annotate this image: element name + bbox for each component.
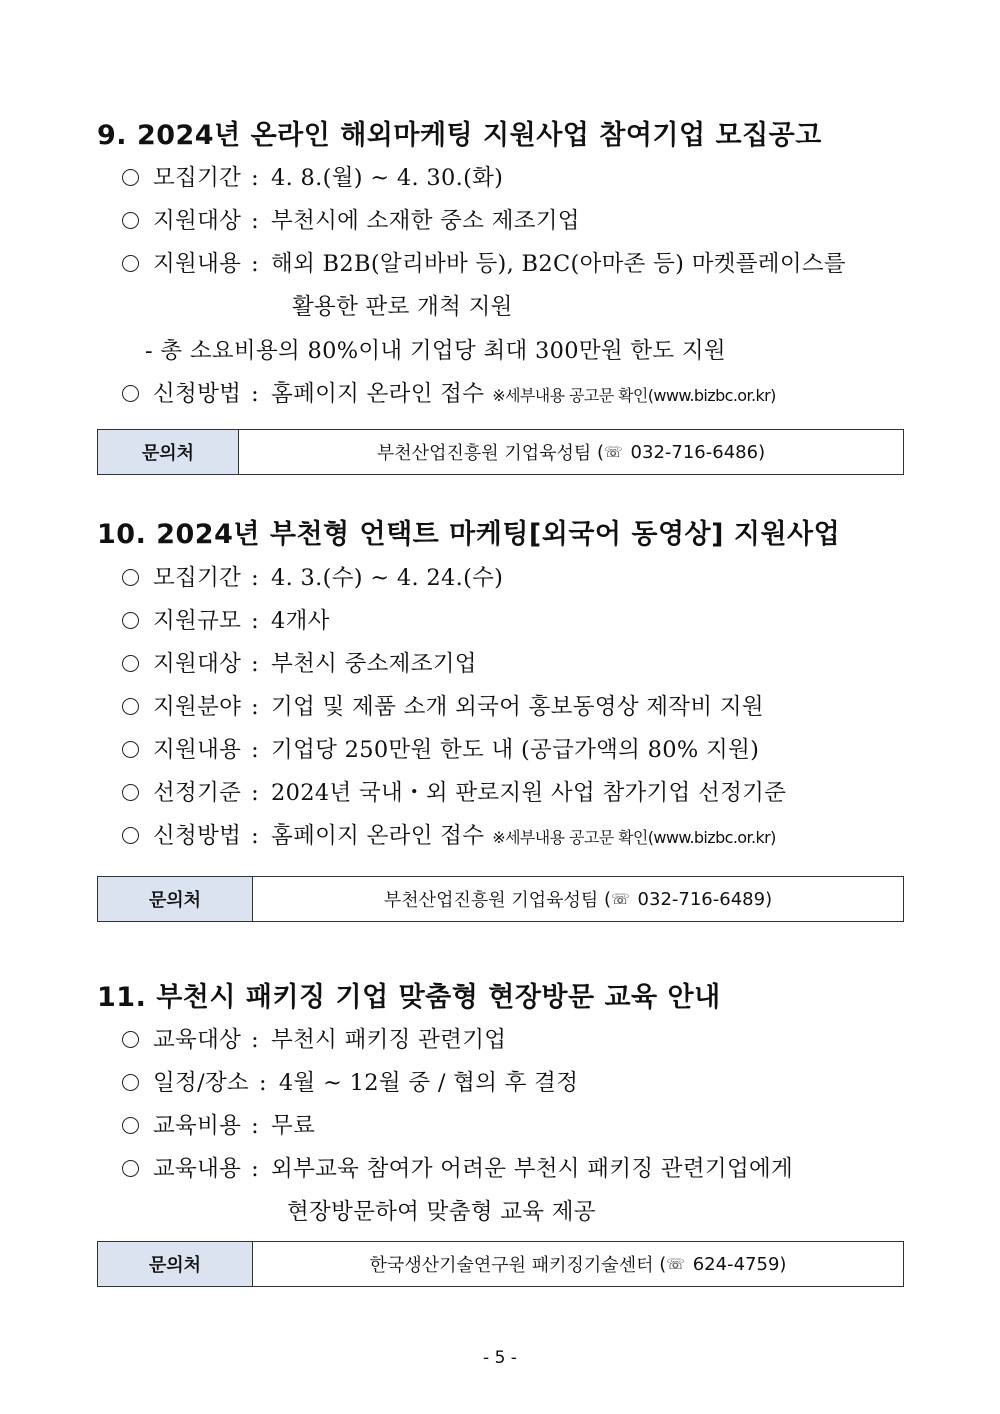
circle-bullet-icon xyxy=(122,1031,139,1048)
item-value: 해외 B2B(알리바바 등), B2C(아마존 등) 마켓플레이스를 xyxy=(271,251,846,277)
contact-value: 부천산업진흥원 기업육성팀 ( ☏ 032-716-6486 ) xyxy=(239,430,903,474)
contact-label: 문의처 xyxy=(98,877,253,921)
list-item: 신청방법 : 홈페이지 온라인 접수 ※세부내용 공고문 확인(www.bizbc.or.kr) xyxy=(122,818,776,850)
section-11-heading: 11. 부천시 패키징 기업 맞춤형 현장방문 교육 안내 xyxy=(97,982,721,1013)
item-value: 외부교육 참여가 어려운 부천시 패키징 관련기업에게 xyxy=(271,1156,794,1182)
contact-org: 한국생산기술연구원 패키징기술센터 xyxy=(369,1255,654,1276)
page-number: - 5 - xyxy=(483,1348,517,1368)
item-label: 지원분야 xyxy=(153,694,242,720)
section-9-heading: 9. 2024년 온라인 해외마케팅 지원사업 참여기업 모집공고 xyxy=(97,120,822,151)
circle-bullet-icon xyxy=(122,1117,139,1134)
item-value: 부천시에 소재한 중소 제조기업 xyxy=(271,208,580,234)
contact-org: 부천산업진흥원 기업육성팀 xyxy=(376,443,592,464)
item-label: 모집기간 xyxy=(153,165,242,191)
item-value: 홈페이지 온라인 접수 xyxy=(271,381,485,407)
sub-note: - 총 소요비용의 80%이내 기업당 최대 300만원 한도 지원 xyxy=(145,338,726,364)
item-label: 지원내용 xyxy=(153,737,242,763)
item-label: 신청방법 xyxy=(153,823,242,849)
contact-phone: 624-4759 xyxy=(692,1253,780,1275)
circle-bullet-icon xyxy=(122,255,139,272)
contact-label: 문의처 xyxy=(98,430,239,474)
circle-bullet-icon xyxy=(122,385,139,402)
item-value-continuation: 현장방문하여 맞춤형 교육 제공 xyxy=(287,1199,596,1225)
section-10-heading: 10. 2024년 부천형 언택트 마케팅[외국어 동영상] 지원사업 xyxy=(97,519,841,550)
contact-value: 부천산업진흥원 기업육성팀 ( ☏ 032-716-6489 ) xyxy=(253,877,903,921)
detail-note: ※세부내용 공고문 확인(www.bizbc.or.kr) xyxy=(492,828,776,847)
contact-label: 문의처 xyxy=(98,1242,253,1286)
item-value: 기업 및 제품 소개 외국어 홍보동영상 제작비 지원 xyxy=(271,694,764,720)
circle-bullet-icon xyxy=(122,827,139,844)
telephone-icon: ☏ xyxy=(604,443,623,461)
circle-bullet-icon xyxy=(122,784,139,801)
circle-bullet-icon xyxy=(122,612,139,629)
item-label: 교육대상 xyxy=(153,1027,242,1053)
list-item: 선정기준 : 2024년 국내・외 판로지원 사업 참가기업 선정기준 xyxy=(122,775,786,807)
item-value: 무료 xyxy=(271,1113,316,1139)
item-label: 신청방법 xyxy=(153,381,242,407)
item-value: 2024년 국내・외 판로지원 사업 참가기업 선정기준 xyxy=(271,780,787,806)
list-item: 일정/장소 : 4월 ~ 12월 중 / 협의 후 결정 xyxy=(122,1065,578,1097)
list-item: 지원분야 : 기업 및 제품 소개 외국어 홍보동영상 제작비 지원 xyxy=(122,689,764,721)
item-label: 지원대상 xyxy=(153,208,242,234)
circle-bullet-icon xyxy=(122,169,139,186)
contact-org: 부천산업진흥원 기업육성팀 xyxy=(383,890,599,911)
item-label: 교육내용 xyxy=(153,1156,242,1182)
item-value: 부천시 중소제조기업 xyxy=(271,651,477,677)
circle-bullet-icon xyxy=(122,655,139,672)
item-label: 교육비용 xyxy=(153,1113,242,1139)
item-label: 선정기준 xyxy=(153,780,242,806)
item-value: 홈페이지 온라인 접수 xyxy=(271,823,485,849)
item-value: 4. 8.(월) ~ 4. 30.(화) xyxy=(271,165,504,191)
contact-box xyxy=(97,429,904,475)
contact-phone: 032-716-6489 xyxy=(637,888,766,910)
list-item: 신청방법 : 홈페이지 온라인 접수 ※세부내용 공고문 확인(www.bizbc.or.kr) xyxy=(122,376,776,408)
circle-bullet-icon xyxy=(122,1160,139,1177)
list-item: 모집기간 : 4. 3.(수) ~ 4. 24.(수) xyxy=(122,560,503,592)
detail-note: ※세부내용 공고문 확인(www.bizbc.or.kr) xyxy=(492,386,776,405)
circle-bullet-icon xyxy=(122,698,139,715)
telephone-icon: ☏ xyxy=(611,890,630,908)
item-label: 지원내용 xyxy=(153,251,242,277)
list-item: 지원대상 : 부천시에 소재한 중소 제조기업 xyxy=(122,203,580,235)
item-label: 일정/장소 xyxy=(153,1070,250,1096)
circle-bullet-icon xyxy=(122,741,139,758)
item-label: 지원대상 xyxy=(153,651,242,677)
list-item: 지원내용 : 기업당 250만원 한도 내 (공급가액의 80% 지원) xyxy=(122,732,759,764)
contact-value: 한국생산기술연구원 패키징기술센터 ( ☏ 624-4759 ) xyxy=(253,1242,903,1286)
circle-bullet-icon xyxy=(122,1074,139,1091)
list-item: 교육비용 : 무료 xyxy=(122,1108,315,1140)
list-item: 교육내용 : 외부교육 참여가 어려운 부천시 패키징 관련기업에게 xyxy=(122,1151,793,1183)
list-item: 지원내용 : 해외 B2B(알리바바 등), B2C(아마존 등) 마켓플레이스를 xyxy=(122,246,846,278)
list-item: 교육대상 : 부천시 패키징 관련기업 xyxy=(122,1022,506,1054)
item-value-continuation: 활용한 판로 개척 지원 xyxy=(292,294,513,320)
contact-box xyxy=(97,876,904,922)
item-value: 부천시 패키징 관련기업 xyxy=(271,1027,507,1053)
circle-bullet-icon xyxy=(122,569,139,586)
list-item: 모집기간 : 4. 8.(월) ~ 4. 30.(화) xyxy=(122,160,503,192)
list-item: 지원규모 : 4개사 xyxy=(122,603,330,635)
item-value: 4월 ~ 12월 중 / 협의 후 결정 xyxy=(278,1070,579,1096)
list-item: 지원대상 : 부천시 중소제조기업 xyxy=(122,646,477,678)
item-value: 4개사 xyxy=(271,608,330,634)
item-label: 모집기간 xyxy=(153,565,242,591)
telephone-icon: ☏ xyxy=(666,1255,685,1273)
item-label: 지원규모 xyxy=(153,608,242,634)
item-value: 4. 3.(수) ~ 4. 24.(수) xyxy=(271,565,504,591)
contact-phone: 032-716-6486 xyxy=(630,441,759,463)
item-value: 기업당 250만원 한도 내 (공급가액의 80% 지원) xyxy=(271,737,760,763)
contact-box xyxy=(97,1241,904,1287)
circle-bullet-icon xyxy=(122,212,139,229)
